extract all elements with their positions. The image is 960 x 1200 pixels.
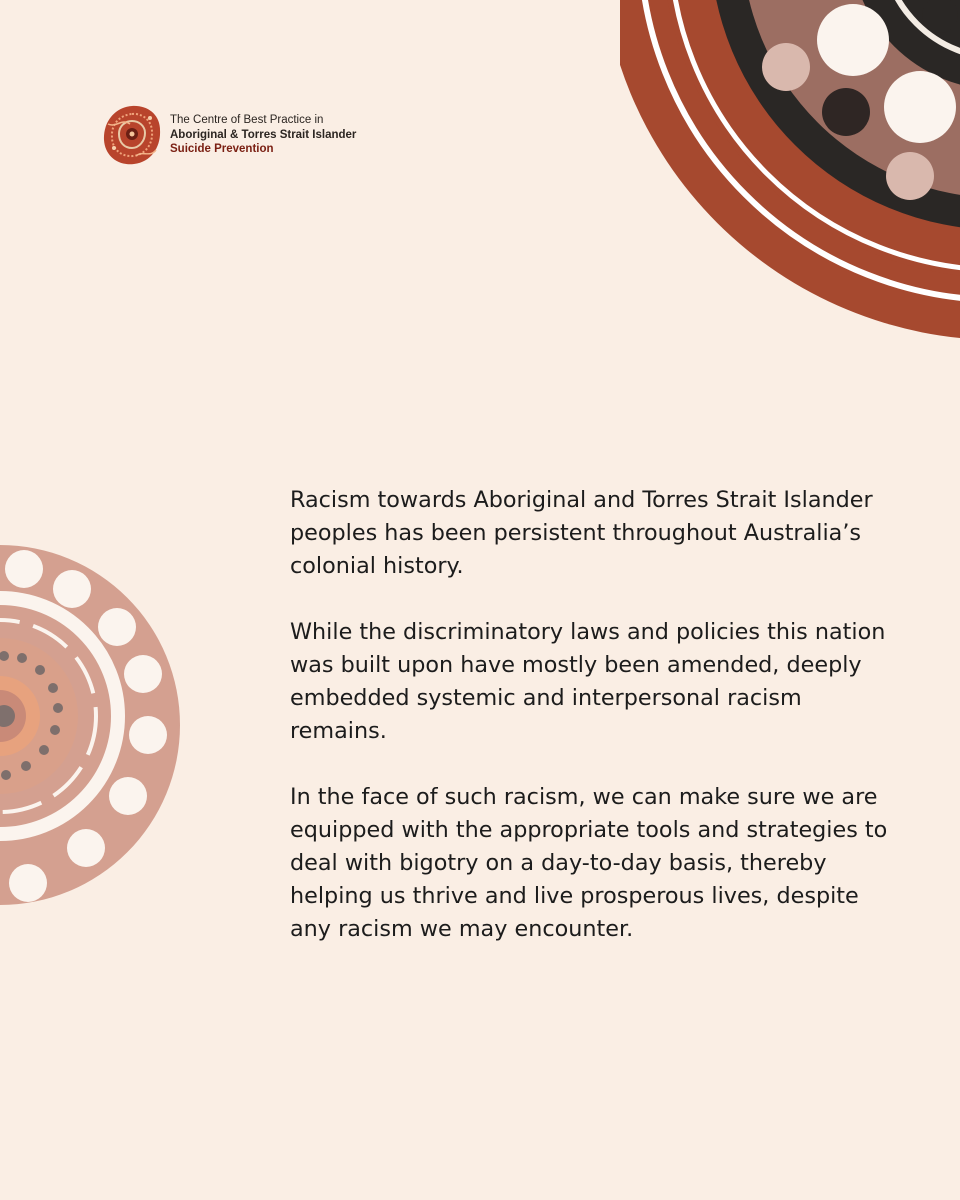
dot xyxy=(109,777,147,815)
dot xyxy=(124,655,162,693)
left-circle-art xyxy=(0,540,185,910)
dot xyxy=(817,4,889,76)
dot xyxy=(48,683,58,693)
dot xyxy=(53,570,91,608)
dot-painting-logo-icon xyxy=(102,104,162,166)
dot xyxy=(886,152,934,200)
dot xyxy=(98,608,136,646)
paragraph-3: In the face of such racism, we can make sure we are equipped with the appropriate tools and strategies to deal with bigotry on a day-to-day basis, thereby helping us thrive and live prosperous lives, despite any racism we may encounter. xyxy=(290,784,888,942)
logo-line-2: Aboriginal & Torres Strait Islander xyxy=(170,128,357,141)
dot xyxy=(35,665,45,675)
dot xyxy=(762,43,810,91)
dot xyxy=(17,653,27,663)
top-right-circle-art xyxy=(620,0,960,350)
logo-line-1: The Centre of Best Practice in xyxy=(170,114,324,127)
dot xyxy=(822,88,870,136)
dot xyxy=(9,864,47,902)
logo-line-3: Suicide Prevention xyxy=(170,143,274,156)
dot xyxy=(39,745,49,755)
dot xyxy=(1,770,11,780)
org-logo[interactable] xyxy=(102,104,356,166)
dot xyxy=(21,761,31,771)
dot xyxy=(50,725,60,735)
main-text xyxy=(290,484,890,979)
dot xyxy=(884,71,956,143)
paragraph-1: Racism towards Aboriginal and Torres Strait Islander peoples has been persistent throughout Australia’s colonial history. xyxy=(290,487,873,579)
dot xyxy=(129,716,167,754)
paragraph-2: While the discriminatory laws and policies this nation was built upon have mostly been amended, deeply embedded systemic and interpersonal racism remains. xyxy=(290,619,886,744)
dot xyxy=(5,550,43,588)
dot xyxy=(67,829,105,867)
logo-text xyxy=(170,113,356,157)
dot xyxy=(53,703,63,713)
